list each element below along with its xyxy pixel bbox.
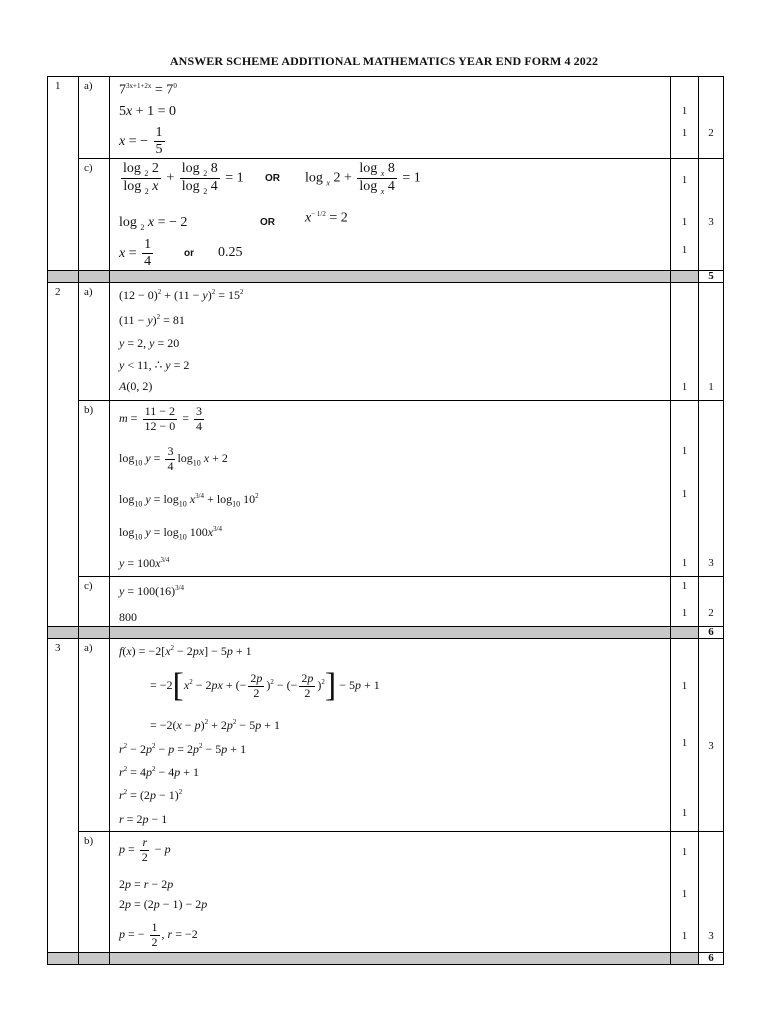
working-line: $\log_{10} y = \log_{10} 100x^{3/4}$ — [119, 525, 223, 542]
working-line: r = 2p − 1 — [119, 812, 168, 826]
question-number: 2 — [48, 283, 79, 627]
working-line: $7^{3x+1+2x} = 7^0$ — [119, 82, 177, 98]
working-line: m = $\frac{11 - 2}{12 - 0}$ = $\frac{3}{4}$ — [119, 404, 203, 433]
working-line: p = − $\frac{1}{2}$ , r = −2 — [119, 920, 198, 949]
working-line: $(11 - y)^2 = 81$ — [119, 313, 185, 327]
working-line: x = $\frac{1}{4}$ — [119, 237, 152, 270]
part-total-cell — [699, 832, 724, 953]
working-line: $\log_{10} y$ = $\frac{3}{4}$ $\log_{10} x + 2$ — [119, 444, 228, 473]
mark: 1 — [681, 445, 688, 457]
mark: 1 — [681, 381, 688, 393]
question-total-row — [48, 627, 724, 639]
part-label: a) — [79, 77, 110, 159]
working-line: $r^2 = (2p - 1)^2$ — [119, 788, 183, 802]
working-line: 0.25 — [218, 245, 243, 260]
working-cell — [110, 577, 671, 627]
working-line: $x^{- 1/2} = 2$ — [305, 210, 348, 226]
working-line: A(0, 2) — [119, 379, 153, 393]
q1-part-c-row — [48, 159, 724, 271]
working-line: $r^2 = 4p^2 - 4p + 1$ — [119, 765, 200, 779]
part-label: a) — [79, 283, 110, 401]
part-label: c) — [79, 577, 110, 627]
mark: 1 — [681, 580, 688, 592]
question-total: 5 — [699, 271, 724, 283]
mark: 1 — [681, 680, 688, 692]
working-line: log $_x$ 2 + $\frac{\log _x 8}{\log _x 4}$ = 1 — [305, 161, 421, 196]
q3-part-a-row — [48, 639, 724, 832]
part-label: b) — [79, 832, 110, 953]
mark: 1 — [681, 607, 688, 619]
part-total-cell — [699, 159, 724, 271]
working-line: y = 2, y = 20 — [119, 336, 180, 350]
mark: 1 — [681, 930, 688, 942]
working-line: 2p = (2p − 1) − 2p — [119, 897, 208, 911]
marks-cell — [671, 283, 699, 401]
marks-cell — [671, 77, 699, 159]
question-number: 1 — [48, 77, 79, 271]
q2-part-c-row — [48, 577, 724, 627]
working-line: $r^2 - 2p^2 - p = 2p^2 - 5p + 1$ — [119, 742, 247, 756]
working-cell — [110, 159, 671, 271]
working-line: 5x + 1 = 0 — [119, 104, 177, 119]
marks-cell — [671, 401, 699, 577]
question-total: 6 — [699, 953, 724, 965]
q2-part-b-row — [48, 401, 724, 577]
part-total: 3 — [708, 930, 714, 942]
part-label: c) — [79, 159, 110, 271]
mark: 1 — [681, 557, 688, 569]
part-total-cell — [699, 577, 724, 627]
marks-cell — [671, 832, 699, 953]
mark: 1 — [681, 216, 688, 228]
question-total-row — [48, 953, 724, 965]
mark: 1 — [681, 888, 688, 900]
question-total: 6 — [699, 627, 724, 639]
working-line: $y = 100(16)^{3/4}$ — [119, 584, 185, 598]
q2-part-a-row — [48, 283, 724, 401]
working-line: y < 11, ∴ y = 2 — [119, 358, 190, 372]
mark: 1 — [681, 737, 688, 749]
page-title: ANSWER SCHEME ADDITIONAL MATHEMATICS YEAR END FORM 4 2022 — [169, 54, 599, 68]
part-total: 2 — [708, 607, 714, 619]
working-line: x = − $\frac{1}{5}$ — [119, 125, 163, 158]
part-label: a) — [79, 639, 110, 832]
answer-scheme-table — [47, 76, 724, 965]
part-total-cell — [699, 639, 724, 832]
part-label: b) — [79, 401, 110, 577]
working-cell — [110, 832, 671, 953]
working-cell — [110, 283, 671, 401]
q3-part-b-row — [48, 832, 724, 953]
part-total: 3 — [708, 740, 714, 752]
part-total: 3 — [708, 557, 714, 569]
or-label: OR — [265, 173, 280, 184]
working-cell — [110, 77, 671, 159]
marks-cell — [671, 639, 699, 832]
working-line: = $-2[x^2 - 2px$ + (− $\frac{2p}{2}$ )$^2$ − (− $\frac{2p}{2}$ )$^2$] − 5p + 1 — [150, 667, 380, 704]
mark: 1 — [681, 174, 688, 186]
mark: 1 — [681, 244, 688, 256]
working-line: $y = 100x^{3/4}$ — [119, 556, 170, 570]
or-label: OR — [260, 217, 275, 228]
working-line: p = $\frac{r}{2}$ − p — [119, 835, 171, 864]
question-number: 3 — [48, 639, 79, 953]
part-total-cell — [699, 283, 724, 401]
working-line: $f(x) = -2[x^2 - 2px] - 5p + 1$ — [119, 644, 252, 658]
working-line: $(12 - 0)^2 + (11 - y)^2 = 15^2$ — [119, 288, 244, 302]
working-line: $\log_{10} y = \log_{10} x^{3/4} + \log_{10} 10^2$ — [119, 492, 259, 509]
part-total-cell — [699, 77, 724, 159]
q1-part-a-row — [48, 77, 724, 159]
marks-cell — [671, 577, 699, 627]
part-total-cell — [699, 401, 724, 577]
working-cell — [110, 639, 671, 832]
working-line: 800 — [119, 610, 137, 624]
mark: 1 — [681, 807, 688, 819]
mark: 1 — [681, 488, 688, 500]
part-total: 3 — [708, 216, 714, 228]
working-line: = $-2(x - p)^2 + 2p^2 - 5p + 1$ — [150, 718, 280, 732]
part-total: 2 — [708, 127, 714, 139]
part-total: 1 — [708, 381, 714, 393]
mark: 1 — [681, 127, 688, 139]
working-line: 2p = r − 2p — [119, 877, 174, 891]
mark: 1 — [681, 105, 688, 117]
or-label: or — [184, 248, 194, 259]
working-line: $\frac{\log _2 2}{\log _2 x}$ + $\frac{\log _2 8}{\log _2 4}$ = 1 — [123, 161, 244, 196]
working-line: log $_2$ x = − 2 — [119, 215, 188, 232]
working-cell — [110, 401, 671, 577]
question-total-row — [48, 271, 724, 283]
marks-cell — [671, 159, 699, 271]
mark: 1 — [681, 846, 688, 858]
